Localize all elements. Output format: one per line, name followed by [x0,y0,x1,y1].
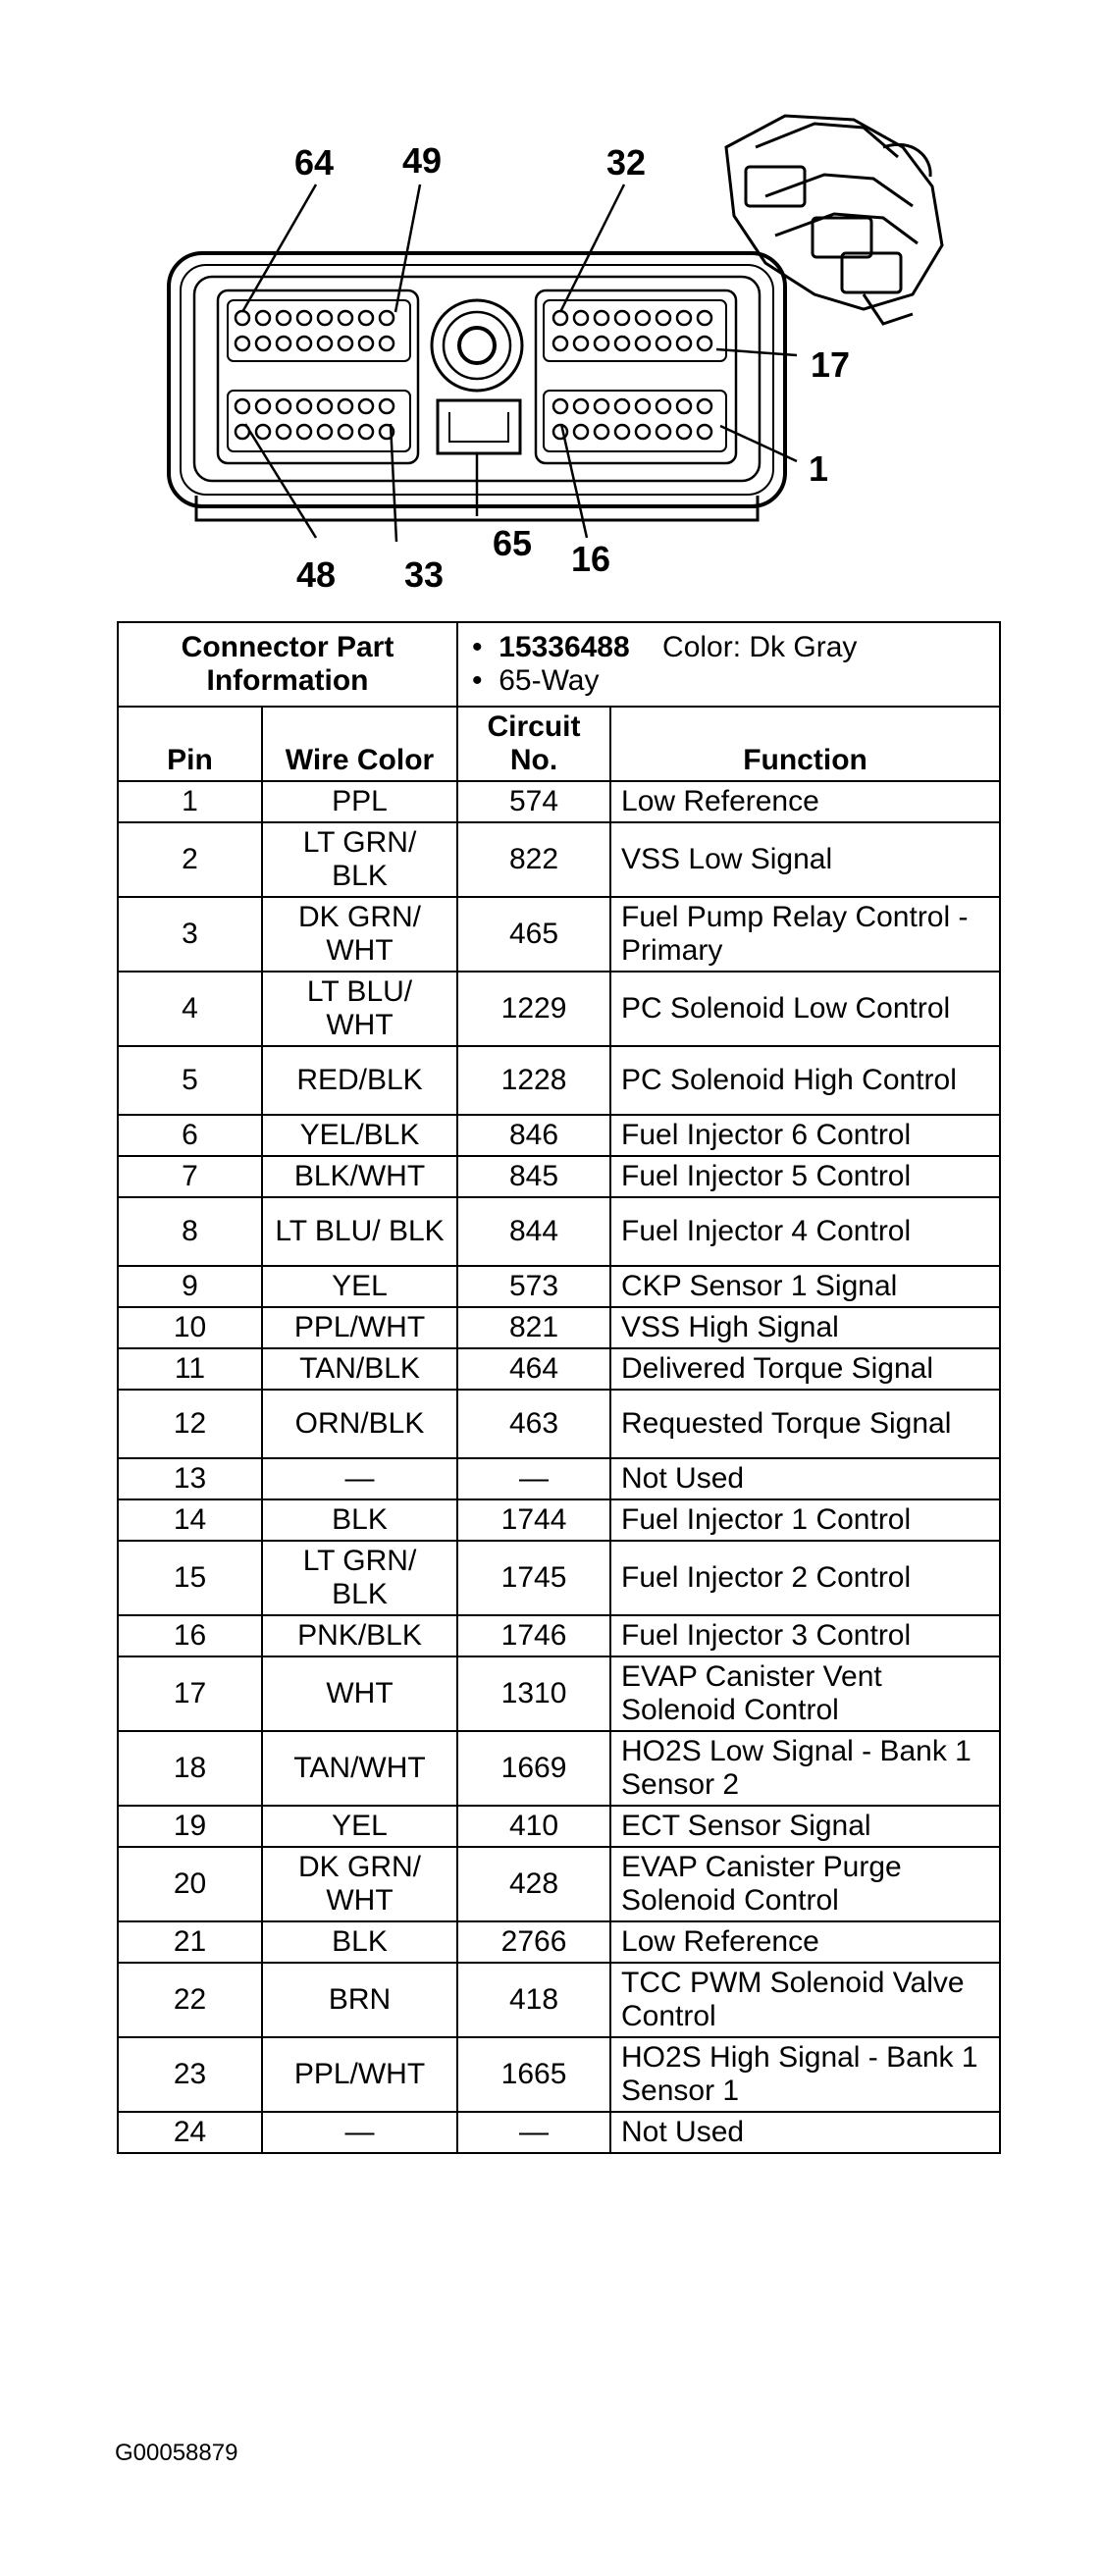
circuit-cell: 1310 [457,1656,610,1731]
pin-hole [615,337,629,350]
pin-cell: 4 [118,972,262,1046]
pin-hole [318,399,332,413]
function-cell: Fuel Injector 2 Control [610,1541,1000,1615]
circuit-cell: 822 [457,822,610,897]
pin-hole [636,399,650,413]
table-row [118,1963,1000,2037]
pin-cell: 6 [118,1115,262,1156]
wire-color-cell: PPL [262,781,457,822]
callout-65: 65 [492,523,533,563]
function-cell: ECT Sensor Signal [610,1806,1000,1847]
circuit-cell: 1665 [457,2037,610,2112]
callout-16: 16 [570,539,611,579]
pin-cell: 10 [118,1307,262,1348]
pin-hole [277,399,290,413]
pin-hole [615,399,629,413]
function-cell: VSS Low Signal [610,822,1000,897]
circuit-cell: 463 [457,1390,610,1458]
pin-hole [657,425,670,439]
table-row [118,1541,1000,1615]
callout-48: 48 [295,554,337,595]
function-cell: Requested Torque Signal [610,1390,1000,1458]
table-row [118,1847,1000,1921]
wire-color-cell: BLK/WHT [262,1156,457,1197]
function-cell: Fuel Injector 5 Control [610,1156,1000,1197]
table-row [118,1156,1000,1197]
pin-hole [698,337,711,350]
circuit-cell: 844 [457,1197,610,1266]
pin-hole [574,425,588,439]
function-cell: Fuel Injector 4 Control [610,1197,1000,1266]
pin-hole [318,425,332,439]
pin-cell: 5 [118,1046,262,1115]
wire-color-cell: ORN/BLK [262,1390,457,1458]
pin-hole [574,337,588,350]
pin-cell: 13 [118,1458,262,1499]
pin-hole [615,425,629,439]
pin-hole [595,425,608,439]
circuit-cell: 1229 [457,972,610,1046]
circuit-cell: 1669 [457,1731,610,1806]
circuit-cell: 410 [457,1806,610,1847]
function-cell: TCC PWM Solenoid Valve Control [610,1963,1000,2037]
wire-color-cell: BLK [262,1499,457,1541]
pin-hole [297,399,311,413]
circuit-cell: 418 [457,1963,610,2037]
pin-hole [636,311,650,325]
pin-cell: 21 [118,1921,262,1963]
function-cell: CKP Sensor 1 Signal [610,1266,1000,1307]
pin-cell: 12 [118,1390,262,1458]
pin-hole [380,337,394,350]
column-header-function: Function [610,707,1000,781]
table-row [118,1046,1000,1115]
pin-hole [553,399,567,413]
wire-color-cell: BRN [262,1963,457,2037]
pin-hole [380,399,394,413]
pin-cell: 15 [118,1541,262,1615]
callout-64: 64 [293,142,335,183]
pin-hole [359,337,373,350]
pin-hole [236,311,249,325]
wire-color-cell: PNK/BLK [262,1615,457,1656]
circuit-cell: 1228 [457,1046,610,1115]
pin-hole [677,337,691,350]
pin-cell: 24 [118,2112,262,2153]
pin-cell: 20 [118,1847,262,1921]
part-color: Color: Dk Gray [662,631,858,663]
pin-hole [657,399,670,413]
pin-hole [256,337,270,350]
wire-color-cell: DK GRN/ WHT [262,1847,457,1921]
pin-cell: 1 [118,781,262,822]
callout-32: 32 [605,142,647,183]
pin-cell: 8 [118,1197,262,1266]
pin-hole [657,337,670,350]
pin-hole [297,425,311,439]
column-header-circuit-no: Circuit No. [457,707,610,781]
pin-hole [318,337,332,350]
wire-color-cell: YEL [262,1806,457,1847]
function-cell: HO2S High Signal - Bank 1 Sensor 1 [610,2037,1000,2112]
callout-1: 1 [808,448,829,489]
callout-17: 17 [810,344,851,385]
pin-hole [339,399,352,413]
pin-cell: 14 [118,1499,262,1541]
part-ways: 65-Way [499,664,600,697]
pin-hole [698,399,711,413]
table-row [118,1499,1000,1541]
pin-hole [359,311,373,325]
pin-rows [118,781,1000,2153]
wire-color-cell: YEL/BLK [262,1115,457,1156]
column-header-row [118,707,1000,781]
connector-pin-table [117,621,1001,2154]
wire-color-cell: PPL/WHT [262,2037,457,2112]
wire-color-cell: — [262,1458,457,1499]
pin-hole [277,311,290,325]
pin-hole [574,311,588,325]
pin-hole [595,399,608,413]
table-row [118,2037,1000,2112]
pin-hole [636,337,650,350]
callout-49: 49 [401,140,443,181]
function-cell: Low Reference [610,1921,1000,1963]
pin-hole [698,311,711,325]
pin-hole [359,399,373,413]
pin-hole [297,311,311,325]
pin-cell: 3 [118,897,262,972]
pin-hole [553,337,567,350]
pin-hole [574,399,588,413]
wire-color-cell: TAN/WHT [262,1731,457,1806]
function-cell: Not Used [610,2112,1000,2153]
circuit-cell: — [457,1458,610,1499]
wire-color-cell: PPL/WHT [262,1307,457,1348]
function-cell: Fuel Injector 1 Control [610,1499,1000,1541]
table-row [118,1921,1000,1963]
table-row [118,972,1000,1046]
function-cell: Fuel Injector 6 Control [610,1115,1000,1156]
function-cell: EVAP Canister Vent Solenoid Control [610,1656,1000,1731]
part-number: 15336488 [499,631,630,663]
pin-hole [595,311,608,325]
function-cell: EVAP Canister Purge Solenoid Control [610,1847,1000,1921]
table-row [118,1390,1000,1458]
table-row [118,1307,1000,1348]
circuit-cell: 1745 [457,1541,610,1615]
pin-hole [277,425,290,439]
table-row [118,897,1000,972]
function-cell: VSS High Signal [610,1307,1000,1348]
pin-hole [297,337,311,350]
pin-cell: 23 [118,2037,262,2112]
function-cell: HO2S Low Signal - Bank 1 Sensor 2 [610,1731,1000,1806]
pin-hole [318,311,332,325]
wire-color-cell: LT BLU/ WHT [262,972,457,1046]
pin-cell: 19 [118,1806,262,1847]
pin-hole [236,399,249,413]
wire-color-cell: YEL [262,1266,457,1307]
circuit-cell: 846 [457,1115,610,1156]
wire-color-cell: LT GRN/ BLK [262,822,457,897]
connector-diagram [0,0,1103,608]
function-cell: Fuel Injector 3 Control [610,1615,1000,1656]
table-row [118,1115,1000,1156]
pin-hole [380,311,394,325]
pin-cell: 11 [118,1348,262,1390]
wire-color-cell: LT BLU/ BLK [262,1197,457,1266]
pin-hole [236,337,249,350]
part-info-row [118,622,1000,707]
pin-hole [277,337,290,350]
part-info-heading: Connector Part Information [118,622,457,707]
callout-33: 33 [403,554,445,595]
table-row [118,2112,1000,2153]
table-row [118,781,1000,822]
pin-hole [615,311,629,325]
wire-color-cell: RED/BLK [262,1046,457,1115]
table-row [118,1458,1000,1499]
pin-hole [553,311,567,325]
pin-hole [657,311,670,325]
column-header-wire-color: Wire Color [262,707,457,781]
pin-hole [339,425,352,439]
pin-hole [677,399,691,413]
pin-cell: 2 [118,822,262,897]
pin-hole [339,337,352,350]
pin-hole [339,311,352,325]
circuit-cell: 465 [457,897,610,972]
table-row [118,1266,1000,1307]
wire-color-cell: BLK [262,1921,457,1963]
function-cell: Low Reference [610,781,1000,822]
circuit-cell: 464 [457,1348,610,1390]
circuit-cell: 1746 [457,1615,610,1656]
circuit-cell: 428 [457,1847,610,1921]
circuit-cell: 573 [457,1266,610,1307]
function-cell: PC Solenoid High Control [610,1046,1000,1115]
wire-color-cell: LT GRN/ BLK [262,1541,457,1615]
pin-cell: 17 [118,1656,262,1731]
pin-hole [698,425,711,439]
pin-hole [359,425,373,439]
column-header-pin: Pin [118,707,262,781]
pin-hole [677,425,691,439]
wire-color-cell: — [262,2112,457,2153]
pin-hole [256,399,270,413]
pin-cell: 7 [118,1156,262,1197]
function-cell: Fuel Pump Relay Control - Primary [610,897,1000,972]
function-cell: Not Used [610,1458,1000,1499]
figure-id: G00058879 [115,2440,238,2466]
function-cell: Delivered Torque Signal [610,1348,1000,1390]
pin-hole [256,311,270,325]
pin-hole [636,425,650,439]
wire-color-cell: DK GRN/ WHT [262,897,457,972]
circuit-cell: 845 [457,1156,610,1197]
pin-holes [236,311,711,439]
table-row [118,822,1000,897]
pin-hole [595,337,608,350]
part-info-details: • 15336488 Color: Dk Gray • 65-Way [457,622,1000,707]
table-row [118,1731,1000,1806]
pin-cell: 18 [118,1731,262,1806]
circuit-cell: 2766 [457,1921,610,1963]
pin-cell: 9 [118,1266,262,1307]
table-row [118,1806,1000,1847]
pin-cell: 22 [118,1963,262,2037]
circuit-cell: 1744 [457,1499,610,1541]
function-cell: PC Solenoid Low Control [610,972,1000,1046]
table-row [118,1197,1000,1266]
pin-cell: 16 [118,1615,262,1656]
wire-color-cell: TAN/BLK [262,1348,457,1390]
table-row [118,1656,1000,1731]
wire-color-cell: WHT [262,1656,457,1731]
pin-hole [677,311,691,325]
circuit-cell: — [457,2112,610,2153]
circuit-cell: 574 [457,781,610,822]
circuit-cell: 821 [457,1307,610,1348]
pin-hole [256,425,270,439]
table-row [118,1615,1000,1656]
table-row [118,1348,1000,1390]
